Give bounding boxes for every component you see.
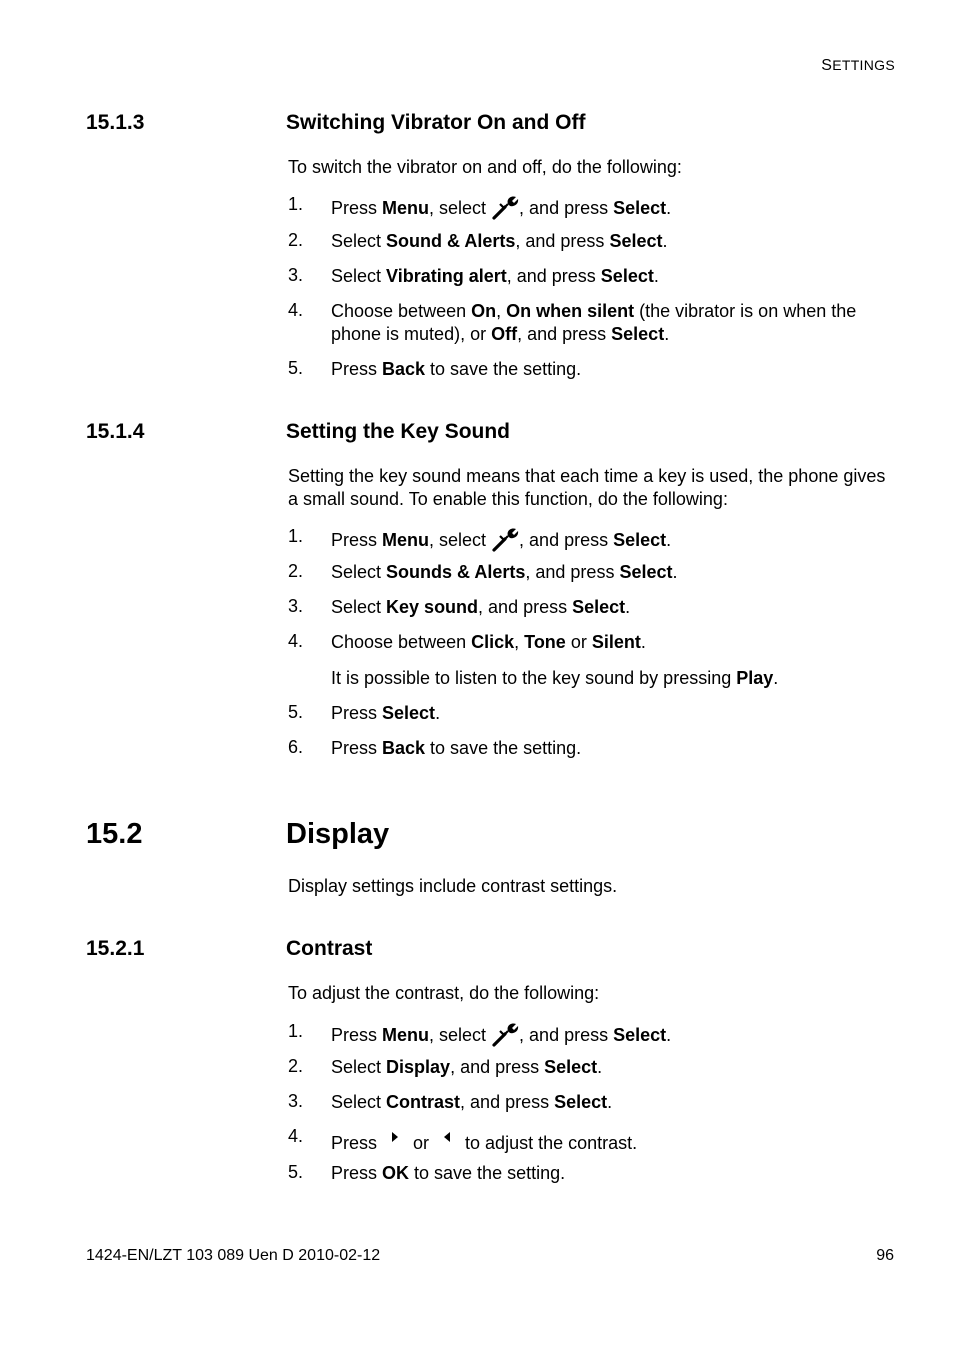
- step-text: Press Menu, select , and press Select.: [331, 526, 671, 558]
- step-number: 4.: [288, 631, 304, 651]
- step-text: Select Key sound, and press Select.: [331, 597, 631, 617]
- chapter-number: 15.2: [86, 818, 143, 850]
- wrench-screwdriver-icon: [491, 526, 519, 558]
- section-number: 15.2.1: [86, 937, 145, 960]
- step-text: Press Back to save the setting.: [331, 359, 582, 379]
- section-intro: To adjust the contrast, do the following:: [288, 983, 600, 1003]
- arrow-left-icon: [442, 1126, 452, 1149]
- footer-doc-id: 1424-EN/LZT 103 089 Uen D 2010-02-12: [86, 1247, 381, 1264]
- step-number: 2.: [288, 230, 304, 250]
- step-number: 1.: [288, 526, 304, 546]
- arrow-right-icon: [390, 1126, 400, 1149]
- step-number: 3.: [288, 1091, 304, 1111]
- step-number: 3.: [288, 265, 304, 285]
- step-text: Choose between On, On when silent (the vibrator is on when the phone is muted), or Off, and press Select.: [331, 301, 857, 344]
- step-text: Choose between Click, Tone or Silent.: [331, 632, 646, 652]
- step-text: Press or to adjust the contrast.: [331, 1126, 637, 1155]
- wrench-screwdriver-icon: [491, 1021, 519, 1053]
- step-text: Select Display, and press Select.: [331, 1057, 603, 1077]
- step-number: 5.: [288, 702, 304, 722]
- step-number: 1.: [288, 194, 304, 214]
- section-number: 15.1.4: [86, 420, 145, 443]
- step-number: 5.: [288, 358, 304, 378]
- step-text: Select Vibrating alert, and press Select.: [331, 266, 659, 286]
- section-intro: Display settings include contrast settings.: [288, 876, 618, 896]
- page-number: 96: [876, 1247, 894, 1264]
- step-note: It is possible to listen to the key sound by pressing Play.: [331, 668, 779, 688]
- section-title: Setting the Key Sound: [286, 420, 511, 443]
- step-number: 6.: [288, 737, 304, 757]
- step-number: 1.: [288, 1021, 304, 1041]
- step-text: Select Sounds & Alerts, and press Select.: [331, 562, 678, 582]
- section-title: Contrast: [286, 937, 373, 960]
- running-header: SETTINGS: [821, 57, 895, 74]
- step-number: 2.: [288, 561, 304, 581]
- step-text: Press Menu, select , and press Select.: [331, 1021, 671, 1053]
- section-title: Switching Vibrator On and Off: [286, 111, 586, 134]
- step-text: Select Contrast, and press Select.: [331, 1092, 613, 1112]
- step-text: Select Sound & Alerts, and press Select.: [331, 231, 668, 251]
- step-text: Press Select.: [331, 703, 441, 723]
- step-number: 2.: [288, 1056, 304, 1076]
- step-number: 4.: [288, 300, 304, 320]
- section-intro: Setting the key sound means that each time a key is used, the phone gives a small sound. To enable this function, do the following:: [288, 466, 886, 509]
- section-intro: To switch the vibrator on and off, do the following:: [288, 157, 682, 177]
- step-text: Press Menu, select , and press Select.: [331, 194, 671, 226]
- step-number: 4.: [288, 1126, 304, 1146]
- step-number: 5.: [288, 1162, 304, 1182]
- wrench-screwdriver-icon: [491, 194, 519, 226]
- step-text: Press OK to save the setting.: [331, 1163, 566, 1183]
- step-text: Press Back to save the setting.: [331, 738, 582, 758]
- step-number: 3.: [288, 596, 304, 616]
- section-number: 15.1.3: [86, 111, 145, 134]
- chapter-title: Display: [286, 818, 390, 850]
